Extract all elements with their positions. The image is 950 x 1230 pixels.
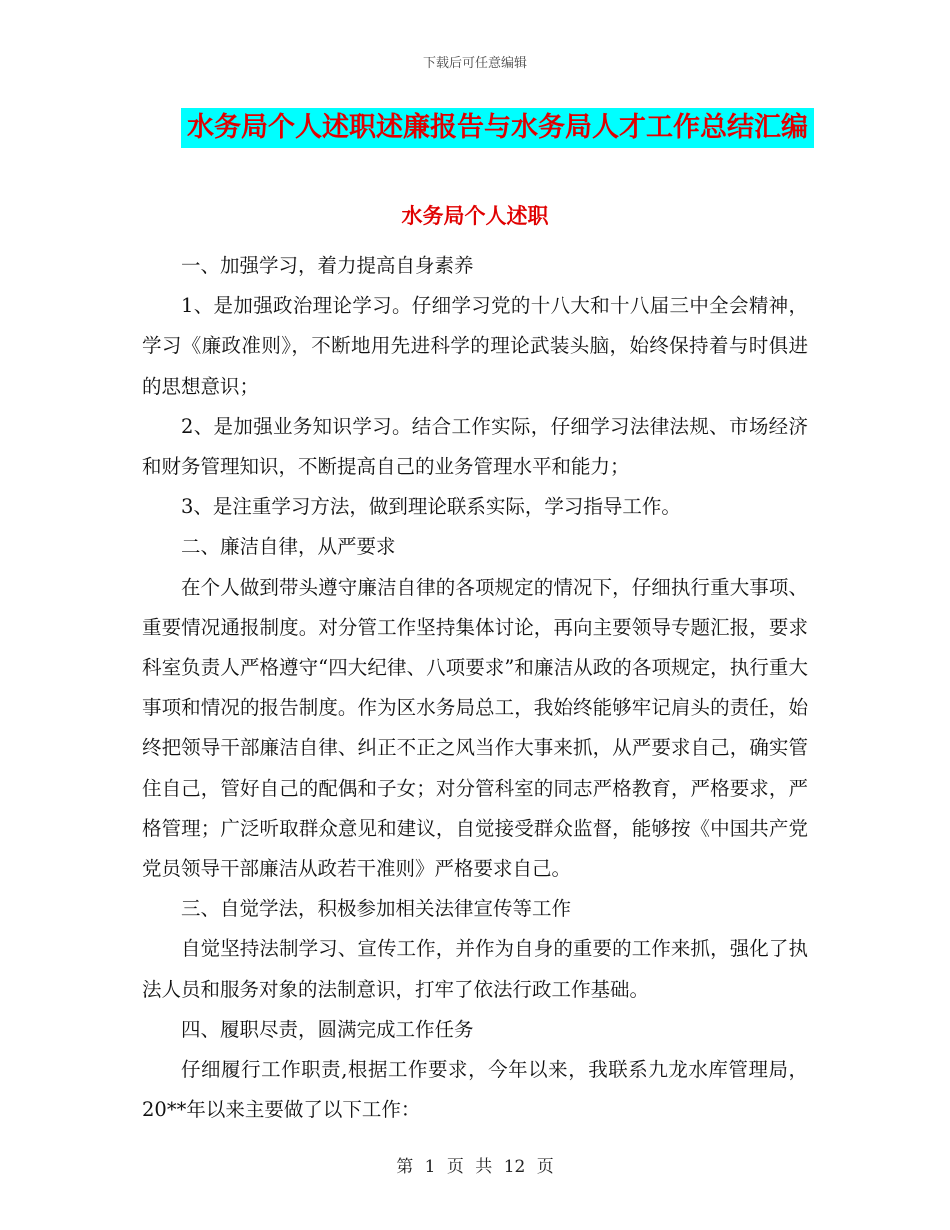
paragraph-law: 自觉坚持法制学习、宣传工作，并作为自身的重要的工作来抓，强化了执法人员和服务对象的法制意识，打牢了依法行政工作基础。 bbox=[142, 937, 808, 1001]
section-title: 水务局个人述职 bbox=[401, 204, 549, 228]
paragraph-duties: 仔细履行工作职责,根据工作要求，今年以来，我联系九龙水库管理局，20**年以来主要做了以下工作： bbox=[142, 1058, 808, 1122]
header-note: 下载后可任意编辑 bbox=[422, 56, 527, 71]
heading-2-integrity: 二、廉洁自律，从严要求 bbox=[181, 535, 396, 559]
paragraph-political-study: 1、是加强政治理论学习。仔细学习党的十八大和十八届三中全会精神，学习《廉政准则》，不断地用先进科学的理论武装头脑，始终保持着与时俱进的思想意识； bbox=[142, 294, 808, 398]
page-footer: 第 1 页 共 12 页 bbox=[396, 1157, 554, 1177]
document-body bbox=[142, 246, 808, 1130]
paragraph-business-study: 2、是加强业务知识学习。结合工作实际，仔细学习法律法规、市场经济和财务管理知识，不断提高自己的业务管理水平和能力； bbox=[142, 414, 808, 479]
paragraph-integrity: 在个人做到带头遵守廉洁自律的各项规定的情况下，仔细执行重大事项、重要情况通报制度。对分管工作坚持集体讨论，再向主要领导专题汇报，要求科室负责人严格遵守“四大纪律、八项要求”和廉洁从政的各项规定，执行重大事项和情况的报告制度。作为区水务局总工，我始终能够牢记肩头的责任，始终把领导干部廉洁自律、纠正不正之风当作大事来抓，从严要求自己，确实管住自己，管好自己的配偶和子女；对分管科室的同志严格教育，严格要求，严格管理；广泛听取群众意见和建议，自觉接受群众监督，能够按《中国共产党党员领导干部廉洁从政若干准则》严格要求自己。 bbox=[142, 575, 808, 881]
heading-1-study: 一、加强学习，着力提高自身素养 bbox=[181, 254, 474, 277]
heading-3-law: 三、自觉学法，积极参加相关法律宣传等工作 bbox=[181, 897, 572, 921]
paragraph-study-method: 3、是注重学习方法，做到理论联系实际，学习指导工作。 bbox=[181, 495, 681, 519]
main-title-container bbox=[0, 108, 950, 148]
main-title: 水务局个人述职述廉报告与水务局人才工作总结汇编 bbox=[181, 108, 814, 148]
heading-4-duties: 四、履职尽责，圆满完成工作任务 bbox=[181, 1017, 474, 1041]
